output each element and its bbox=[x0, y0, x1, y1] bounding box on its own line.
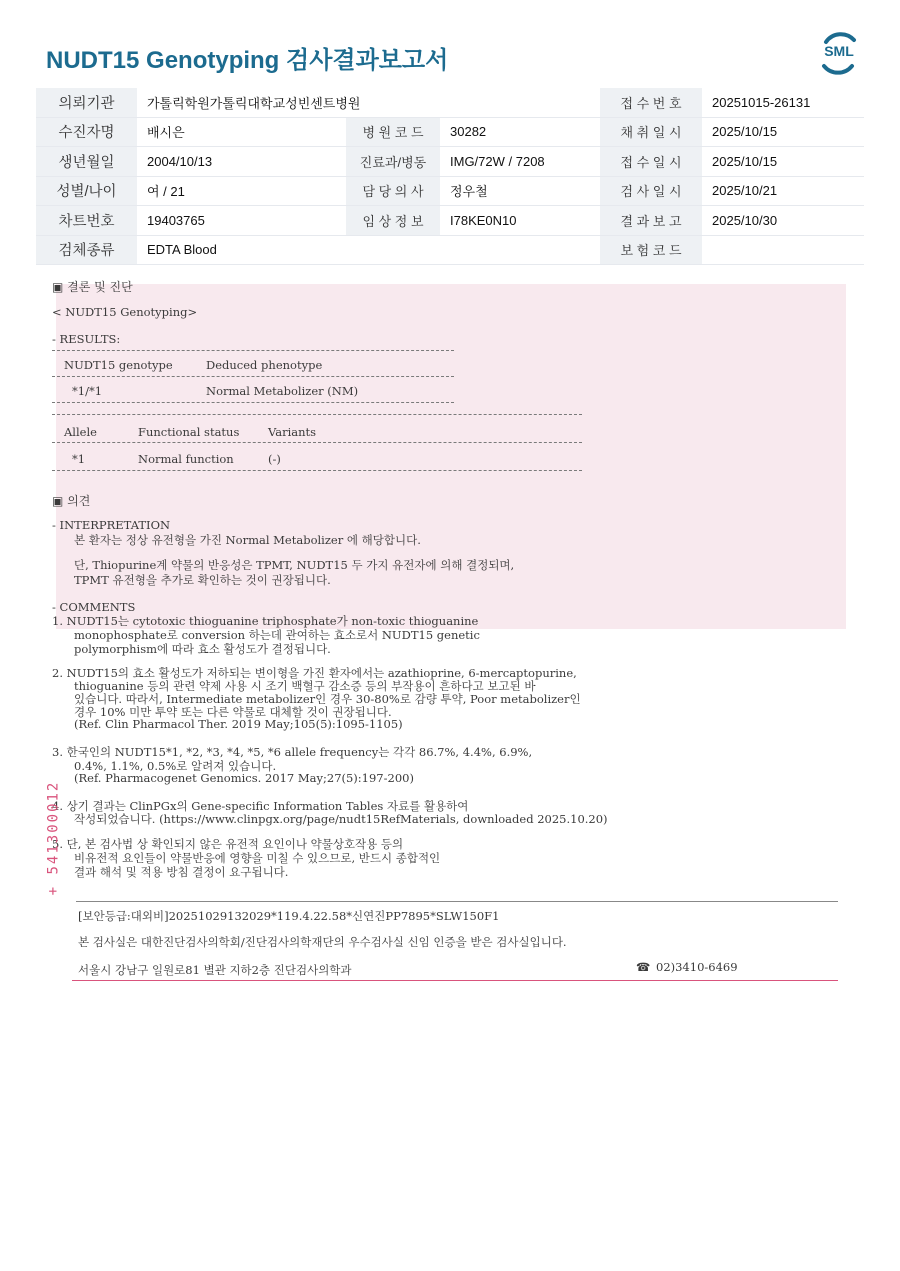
comment-line: 3. 한국인의 NUDT15*1, *2, *3, *4, *5, *6 allele frequency는 각각 86.7%, 4.4%, 6.9%, bbox=[52, 745, 533, 759]
info-row bbox=[36, 206, 864, 236]
logo-text: SML bbox=[824, 43, 854, 59]
label-sex-age: 성별/나이 bbox=[36, 176, 137, 206]
section-opinion-heading: ▣ 의견 bbox=[52, 494, 91, 508]
label-receipt-date: 접 수 일 시 bbox=[600, 147, 702, 177]
footer-divider bbox=[76, 901, 838, 902]
value-physician: 정우철 bbox=[440, 176, 600, 206]
label-requesting-institution: 의뢰기관 bbox=[36, 88, 137, 117]
interpretation-label: - INTERPRETATION bbox=[52, 518, 171, 532]
divider bbox=[52, 442, 582, 443]
report-title: NUDT15 Genotyping 검사결과보고서 bbox=[46, 47, 449, 74]
functional-status-value: Normal function bbox=[138, 452, 234, 466]
pink-footer-rule bbox=[72, 980, 838, 981]
phenotype-header: Deduced phenotype bbox=[206, 358, 323, 372]
divider bbox=[52, 414, 582, 415]
comment-line: thioguanine 등의 관련 약제 사용 시 조기 백혈구 감소증 등의 부작용이 흔하다고 보고된 바 bbox=[74, 679, 536, 693]
comment-line: 작성되었습니다. (https://www.clinpgx.org/page/nudt15RefMaterials, downloaded 2025.10.20) bbox=[74, 812, 608, 826]
lab-address: 서울시 강남구 일원로81 별관 지하2층 진단검사의학과 bbox=[78, 963, 352, 977]
label-test-date: 검 사 일 시 bbox=[600, 176, 702, 206]
comment-line: (Ref. Pharmacogenet Genomics. 2017 May;27(5):197-200) bbox=[74, 771, 414, 785]
label-physician: 담 당 의 사 bbox=[346, 176, 440, 206]
genotype-value: *1/*1 bbox=[72, 384, 103, 398]
value-requesting-institution: 가톨릭학원가톨릭대학교성빈센트병원 bbox=[137, 88, 600, 117]
info-row bbox=[36, 117, 864, 147]
value-test-date: 2025/10/21 bbox=[702, 176, 864, 206]
lab-phone: 02)3410-6469 bbox=[656, 960, 738, 974]
value-receipt-date: 2025/10/15 bbox=[702, 147, 864, 177]
allele-header: Allele bbox=[64, 425, 97, 439]
side-code: + 541300012 bbox=[45, 780, 62, 896]
results-label: - RESULTS: bbox=[52, 332, 121, 346]
label-report-date: 결 과 보 고 bbox=[600, 206, 702, 236]
divider bbox=[52, 350, 454, 351]
interpretation-line: TPMT 유전형을 추가로 확인하는 것이 권장됩니다. bbox=[74, 573, 331, 587]
comment-line: 5. 단, 본 검사법 상 확인되지 않은 유전적 요인이나 약물상호작용 등의 bbox=[52, 837, 404, 851]
variants-header: Variants bbox=[268, 425, 317, 439]
value-chart-number: 19403765 bbox=[137, 206, 346, 236]
value-insurance-code bbox=[702, 235, 864, 265]
value-specimen-type: EDTA Blood bbox=[137, 235, 600, 265]
info-row bbox=[36, 147, 864, 177]
value-clinical-info: I78KE0N10 bbox=[440, 206, 600, 236]
comment-line: 결과 해석 및 적용 방침 결정이 요구됩니다. bbox=[74, 865, 289, 879]
comment-line: monophosphate로 conversion 하는데 관여하는 효소로서 NUDT15 genetic bbox=[74, 628, 480, 642]
label-receipt-number: 접 수 번 호 bbox=[600, 88, 702, 117]
label-clinical-info: 임 상 정 보 bbox=[346, 206, 440, 236]
divider bbox=[52, 376, 454, 377]
label-birth-date: 생년월일 bbox=[36, 147, 137, 177]
scanned-report bbox=[36, 270, 846, 990]
divider bbox=[52, 402, 454, 403]
patient-info-table bbox=[36, 88, 864, 265]
section-conclusion-heading: ▣ 결론 및 진단 bbox=[52, 280, 133, 294]
label-hospital-code: 병 원 코 드 bbox=[346, 117, 440, 147]
comment-line: polymorphism에 따라 효소 활성도가 결정됩니다. bbox=[74, 642, 331, 656]
security-line: [보안등급:대외비]20251029132029*119.4.22.58*신연진PP7895*SLW150F1 bbox=[78, 909, 500, 923]
phone-icon: ☎ bbox=[636, 960, 651, 974]
comment-line: (Ref. Clin Pharmacol Ther. 2019 May;105(5):1095-1105) bbox=[74, 717, 403, 731]
label-chart-number: 차트번호 bbox=[36, 206, 137, 236]
comment-line: 1. NUDT15는 cytotoxic thioguanine triphosphate가 non-toxic thioguanine bbox=[52, 614, 479, 628]
label-collection-date: 채 취 일 시 bbox=[600, 117, 702, 147]
label-specimen-type: 검체종류 bbox=[36, 235, 137, 265]
comment-line: 0.4%, 1.1%, 0.5%로 알려져 있습니다. bbox=[74, 759, 277, 773]
comment-line: 비유전적 요인들이 약물반응에 영향을 미칠 수 있으므로, 반드시 종합적인 bbox=[74, 851, 441, 865]
info-row bbox=[36, 176, 864, 206]
value-collection-date: 2025/10/15 bbox=[702, 117, 864, 147]
sml-logo bbox=[816, 30, 862, 76]
label-department-ward: 진료과/병동 bbox=[346, 147, 440, 177]
comment-line: 있습니다. 따라서, Intermediate metabolizer인 경우 30-80%로 감량 투약, Poor metabolizer인 bbox=[74, 692, 581, 706]
label-insurance-code: 보 험 코 드 bbox=[600, 235, 702, 265]
allele-value: *1 bbox=[72, 452, 86, 466]
functional-status-header: Functional status bbox=[138, 425, 240, 439]
test-name: < NUDT15 Genotyping> bbox=[52, 305, 198, 319]
comment-line: 2. NUDT15의 효소 활성도가 저하되는 변이형을 가진 환자에서는 azathioprine, 6-mercaptopurine, bbox=[52, 666, 577, 680]
info-row bbox=[36, 88, 864, 117]
comments-label: - COMMENTS bbox=[52, 600, 136, 614]
value-report-date: 2025/10/30 bbox=[702, 206, 864, 236]
interpretation-line: 단, Thiopurine계 약물의 반응성은 TPMT, NUDT15 두 가지 유전자에 의해 결정되며, bbox=[74, 558, 515, 572]
info-row bbox=[36, 235, 864, 265]
value-department-ward: IMG/72W / 7208 bbox=[440, 147, 600, 177]
value-receipt-number: 20251015-26131 bbox=[702, 88, 864, 117]
side-barcode-text bbox=[36, 780, 62, 900]
comment-line: 경우 10% 미만 투약 또는 다른 약물로 대체할 것이 권장됩니다. bbox=[74, 705, 392, 719]
genotype-header: NUDT15 genotype bbox=[64, 358, 173, 372]
certification-text: 본 검사실은 대한진단검사의학회/진단검사의학재단의 우수검사실 신임 인증을 받은 검사실입니다. bbox=[78, 935, 567, 949]
value-birth-date: 2004/10/13 bbox=[137, 147, 346, 177]
value-sex-age: 여 / 21 bbox=[137, 176, 346, 206]
comment-line: 4. 상기 결과는 ClinPGx의 Gene-specific Information Tables 자료를 활용하여 bbox=[52, 799, 469, 813]
label-patient-name: 수진자명 bbox=[36, 117, 137, 147]
value-patient-name: 배시은 bbox=[137, 117, 346, 147]
divider bbox=[52, 470, 582, 471]
interpretation-line: 본 환자는 정상 유전형을 가진 Normal Metabolizer 에 해당합니다. bbox=[74, 533, 421, 547]
variants-value: (-) bbox=[268, 452, 281, 466]
value-hospital-code: 30282 bbox=[440, 117, 600, 147]
phenotype-value: Normal Metabolizer (NM) bbox=[206, 384, 359, 398]
